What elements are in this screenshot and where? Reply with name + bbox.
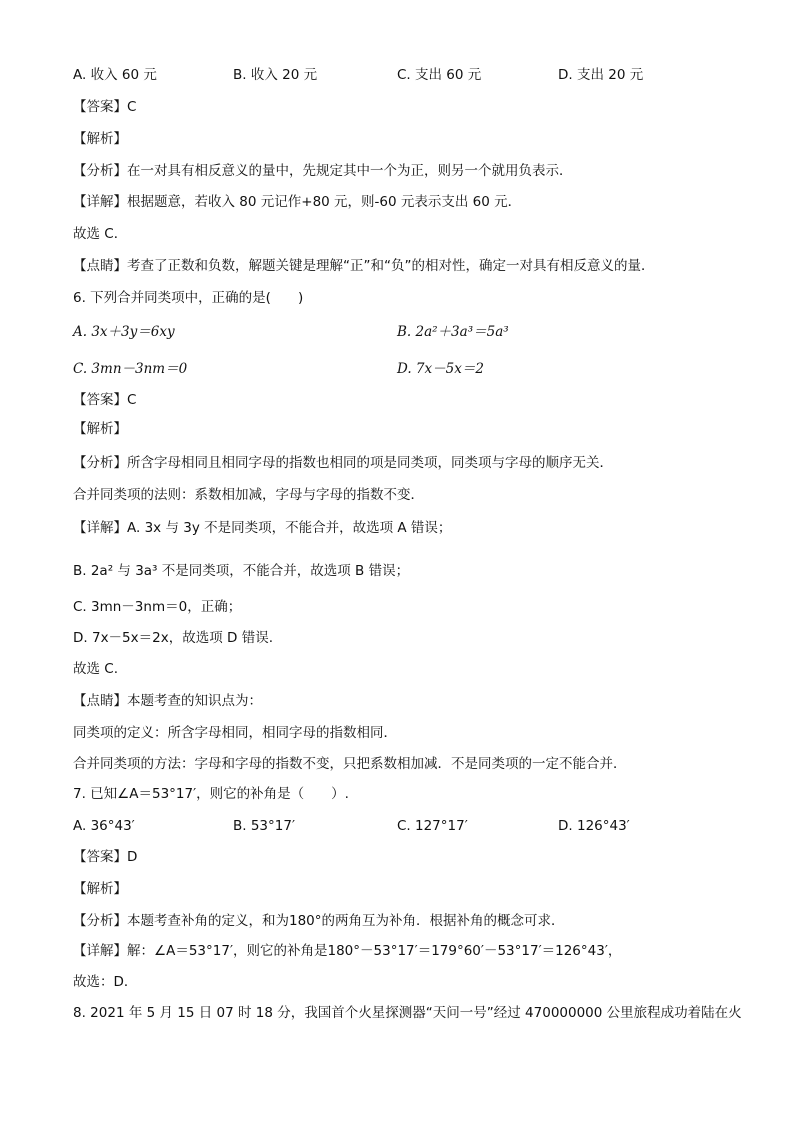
q6-option-c: C. 3mn－3nm＝0 <box>73 361 188 377</box>
q6-definition: 同类项的定义：所含字母相同，相同字母的指数相同． <box>73 725 397 741</box>
q6-detail-b: B. 2a² 与 3a³ 不是同类项，不能合并，故选项 B 错误； <box>73 563 410 579</box>
q7-stem: 7. 已知∠A＝53°17′，则它的补角是（ ）. <box>73 786 349 802</box>
q6-option-d: D. 7x－5x＝2 <box>397 361 484 377</box>
q6-stem: 6. 下列合并同类项中，正确的是( ) <box>73 290 304 306</box>
q7-option-c: C. 127°17′ <box>397 818 468 834</box>
q7-detail: 【详解】解：∠A＝53°17′，则它的补角是180°－53°17′＝179°60′－53°17′＝126°43′， <box>73 943 622 959</box>
q6-detail-c: C. 3mn－3nm＝0，正确； <box>73 599 242 615</box>
q5-option-b: B. 收入 20 元 <box>233 67 318 83</box>
q5-comment: 【点睛】考查了正数和负数，解题关键是理解“正”和“负”的相对性，确定一对具有相反意义的量． <box>73 258 655 274</box>
q7-option-d: D. 126°43′ <box>558 818 630 834</box>
q5-detail: 【详解】根据题意，若收入 80 元记作+80 元，则-60 元表示支出 60 元． <box>73 194 522 210</box>
q5-analysis-heading: 【解析】 <box>73 131 127 147</box>
q6-method: 合并同类项的方法：字母和字母的指数不变，只把系数相加减．不是同类项的一定不能合并． <box>73 756 627 772</box>
q7-answer: 【答案】D <box>73 849 138 865</box>
q7-option-b: B. 53°17′ <box>233 818 296 834</box>
q6-detail-d: D. 7x－5x＝2x，故选项 D 错误. <box>73 630 273 646</box>
q5-choice: 故选 C． <box>73 226 128 242</box>
q6-option-a: A. 3x＋3y＝6xy <box>73 324 175 340</box>
q5-answer: 【答案】C <box>73 99 137 115</box>
q5-option-a: A. 收入 60 元 <box>73 67 157 83</box>
q5-option-d: D. 支出 20 元 <box>558 67 644 83</box>
q6-comment: 【点睛】本题考查的知识点为： <box>73 693 262 709</box>
q7-choice: 故选：D． <box>73 974 138 990</box>
q6-option-b: B. 2a²＋3a³＝5a³ <box>397 324 509 340</box>
q6-rule: 合并同类项的法则：系数相加减，字母与字母的指数不变． <box>73 487 424 503</box>
q7-analysis-heading: 【解析】 <box>73 881 127 897</box>
q7-option-a: A. 36°43′ <box>73 818 135 834</box>
q8-stem: 8. 2021 年 5 月 15 日 07 时 18 分，我国首个火星探测器“天问一号”经过 470000000 公里旅程成功着陆在火 <box>73 1005 742 1021</box>
q7-analysis: 【分析】本题考查补角的定义，和为180°的两角互为补角．根据补角的概念可求． <box>73 913 565 929</box>
q6-choice: 故选 C. <box>73 661 119 677</box>
q6-analysis: 【分析】所含字母相同且相同字母的指数也相同的项是同类项，同类项与字母的顺序无关． <box>73 455 613 471</box>
q5-analysis: 【分析】在一对具有相反意义的量中，先规定其中一个为正，则另一个就用负表示． <box>73 163 573 179</box>
q5-option-c: C. 支出 60 元 <box>397 67 482 83</box>
q6-answer: 【答案】C <box>73 392 137 408</box>
q6-detail-a: 【详解】A. 3x 与 3y 不是同类项，不能合并，故选项 A 错误； <box>73 520 452 536</box>
q6-analysis-heading: 【解析】 <box>73 421 127 437</box>
